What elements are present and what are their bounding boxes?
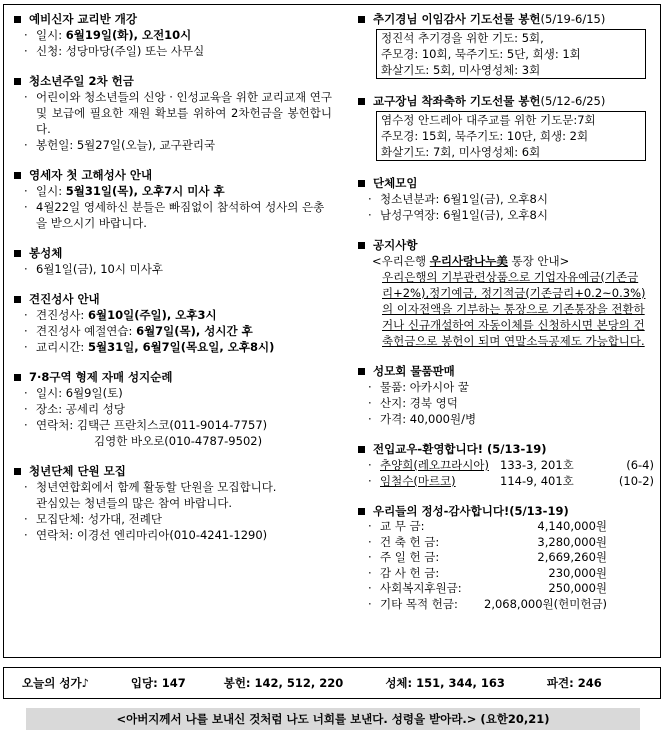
table-row: · 건 축 헌 금: 3,280,000원 [368,534,608,549]
section-title: 성모회 물품판매 [373,364,455,378]
offertory-hymn: 봉헌: 142, 512, 220 [223,676,344,690]
prayer-box: 염수정 안드레아 대주교를 위한 기도문:7회 주모경: 15회, 묵주기도: 10단, 희생: 2회 화살기도: 7회, 미사영성체: 6회 [376,111,646,161]
section-title: 영세자 첫 고해성사 안내 [29,168,153,182]
youth-collection-section: 청소년주일 2차 헌금 · 어린이와 청소년들의 신앙 · 인성교육을 위한 교리교재 연구 및 보급에 필요한 재원 확보를 위하여 2차헌금을 봉헌합니다. · 봉헌일: 5월27일(오늘), 교구관리국 [14,73,332,153]
table-row: · 주 일 헌 금: 2,669,260원 [368,550,608,564]
section-title: 교구장님 착좌축하 기도선물 봉헌 [373,94,541,108]
bullet-square-icon [358,446,365,453]
bullet-square-icon [14,250,21,257]
communion-visit-section: 봉성체 · 6월1일(금), 10시 미사후 [14,245,332,277]
confirmation-section: 견진성사 안내 · 견진성사: 6월10일(주일), 오후3시 · 견진성사 예절연습: 6월7일(목), 성시간 후 · 교리시간: 5월31일, 6월7일(목요일, 오후8시) [14,291,332,355]
archbishop-prayer-section: 교구장님 착좌축하 기도선물 봉헌 (5/12-6/25) 염수정 안드레아 대주교를 위한 기도문:7회 주모경: 15회, 묵주기도: 10단, 희생: 2회 화살기도: 7회, 미사영성체: 6회 [358,93,654,161]
bullet-square-icon [358,242,365,249]
section-title: 단체모임 [373,176,418,190]
hymn-numbers-bar [3,667,661,699]
table-row: · 기타 목적 헌금: 2,068,000원(헌미헌금) [368,596,608,611]
bullet-square-icon [14,374,21,381]
sale-section: 성모회 물품판매 · 물품: 아카시아 꿀 · 산지: 경북 영덕 · 가격: 40,000원/병 [358,363,654,427]
section-title: 청소년주일 2차 헌금 [29,74,134,88]
youth-recruit-section: 청년단체 단원 모집 · 청년연합회에서 함께 활동할 단원을 모집합니다. 관심있는 청년들의 많은 참여 바랍니다. · 모집단체: 성가대, 전례단 · 연락처: 이경선 엔리마리아(010-4241-1290) [14,463,332,543]
bullet-square-icon [14,468,21,475]
section-title: 견진성사 안내 [29,292,100,306]
offerings-section [358,503,654,612]
section-title: 7·8구역 형제 자매 성지순례 [29,370,173,384]
table-row: · 교 무 금: 4,140,000원 [368,519,608,533]
entrance-hymn: 입당: 147 [130,676,186,690]
table-row: · 사회복지후원금: 250,000원 [368,581,608,595]
section-title: 예비신자 교리반 개강 [29,12,137,26]
group-meeting-section: 단체모임 · 청소년분과: 6월1일(금), 오후8시 · 남성구역장: 6월1일(금), 오후8시 [358,175,654,223]
communion-hymn: 성체: 151, 344, 163 [385,676,505,690]
section-title: 추기경님 이임감사 기도선물 봉헌 [373,12,541,26]
bullet-square-icon [358,368,365,375]
list-item: · 임철수(마르코) 114-9, 401호 (10-2) [368,474,654,488]
bullet-square-icon [358,98,365,105]
right-column [358,11,654,626]
notice-section: 공지사항 <우리은행 우리사랑나누美 통장 안내> 우리은행의 기부관련상품으로 기업자유예금(기존금리+2%),정기예금, 정기적금(기존금리+0.2~0.3%)의 이자전액을 기부하는 통장으로 기존통장을 전환하거나 신규개설하여 자동이체를 신청하시면 본당의 건축헌금으로 봉헌이 되며 연말소득공제도 가능합니다. [358,237,654,349]
section-title: 청년단체 단원 모집 [29,464,126,478]
bullet-square-icon [14,78,21,85]
bulletin-frame [3,4,661,658]
section-title: 공지사항 [373,238,418,252]
list-item: · 추양희(레오끄라시아) 133-3, 201호 (6-4) [368,458,654,472]
hymn-label: 오늘의 성가♪ [22,676,89,690]
cardinal-prayer-section: 추기경님 이임감사 기도선물 봉헌 (5/19-6/15) 정진석 추기경을 위한 기도: 5회, 주모경: 10회, 묵주기도: 5단, 희생: 1회 화살기도: 5회, 미사영성체: 3회 [358,11,654,79]
bullet-square-icon [14,16,21,23]
section-title: 전입교우-환영합니다! (5/13-19) [373,442,547,456]
offerings-table [368,519,607,612]
bullet-square-icon [358,16,365,23]
bullet-square-icon [358,180,365,187]
section-title: 우리들의 정성-감사합니다!(5/13-19) [373,504,569,518]
table-row: · 감 사 헌 금: 230,000원 [368,565,608,580]
catechumen-class-section: 예비신자 교리반 개강 · 일시: 6월19일(화), 오전10시 · 신청: 성당마당(주일) 또는 사무실 [14,11,332,59]
bullet-square-icon [14,296,21,303]
section-title: 봉성체 [29,246,63,260]
newcomers-section [358,441,654,489]
scripture-verse: <아버지께서 나를 보내신 것처럼 나도 너희를 보낸다. 성령을 받아라.> (요한20,21) [26,708,640,730]
bullet-square-icon [14,172,21,179]
dismissal-hymn: 파견: 246 [546,676,602,690]
prayer-box: 정진석 추기경을 위한 기도: 5회, 주모경: 10회, 묵주기도: 5단, 희생: 1회 화살기도: 5회, 미사영성체: 3회 [376,29,646,79]
bullet-square-icon [358,508,365,515]
left-column [14,11,332,557]
pilgrimage-section: 7·8구역 형제 자매 성지순례 · 일시: 6월9일(토) · 장소: 공세리 성당 · 연락처: 김택근 프란치스코(011-9014-7757) 김영한 바오로(010-4787-9502) [14,369,332,449]
first-confession-section: 영세자 첫 고해성사 안내 · 일시: 5월31일(목), 오후7시 미사 후 · 4월22일 영세하신 분들은 빠짐없이 참석하여 성사의 은총을 받으시기 바랍니다. [14,167,332,231]
